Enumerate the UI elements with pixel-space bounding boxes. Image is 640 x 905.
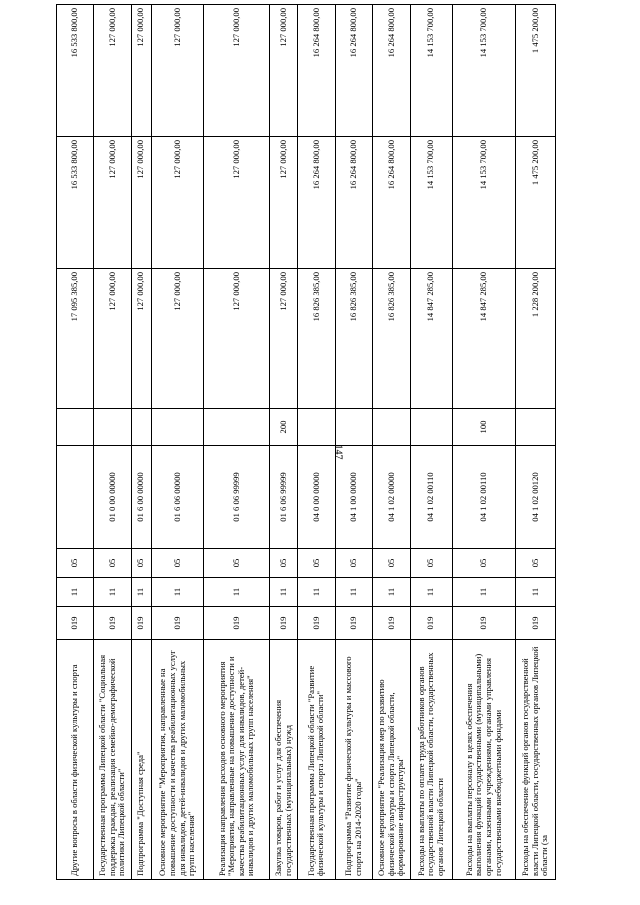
amount-2020: 14 153 700,00 [410,137,452,269]
section-code: 11 [410,578,452,607]
amount-2019: 127 000,00 [151,269,204,409]
amount-2021: 16 264 800,00 [373,5,410,137]
rotated-page-content [56,5,556,880]
row-name: Основное мероприятие "Реализация мер по развитию физической культуры и спорта Липецкой области, формирование инфраструктуры" [373,640,410,880]
row-name: Государственная программа Липецкой области "Социальная поддержка граждан, реализация семейно-демографической политики Липецкой области" [94,640,131,880]
target-article-code: 04 1 00 00000 [335,446,372,549]
subsection-code: 05 [410,549,452,578]
amount-2020: 127 000,00 [94,137,131,269]
subsection-code: 05 [298,549,335,578]
amount-2020: 16 533 800,00 [57,137,94,269]
amount-2020: 127 000,00 [131,137,151,269]
amount-2020: 127 000,00 [204,137,270,269]
table-row [298,5,335,880]
target-article-code: 04 0 00 00000 [298,446,335,549]
amount-2021: 1 475 200,00 [516,5,556,137]
target-article-code: 04 1 02 00110 [452,446,515,549]
amount-2021: 127 000,00 [204,5,270,137]
row-name: Закупка товаров, работ и услуг для обеспечения государственных (муниципальных) нужд [270,640,298,880]
amount-2020: 127 000,00 [151,137,204,269]
expense-type-code [204,409,270,446]
table-row [204,5,270,880]
amount-2019: 14 847 285,00 [452,269,515,409]
ministry-code: 019 [270,607,298,640]
table-row [57,5,94,880]
subsection-code: 05 [373,549,410,578]
target-article-code: 01 6 06 99999 [270,446,298,549]
target-article-code: 01 6 00 00000 [131,446,151,549]
expense-type-code [131,409,151,446]
subsection-code: 05 [204,549,270,578]
ministry-code: 019 [57,607,94,640]
section-code: 11 [131,578,151,607]
amount-2020: 16 264 800,00 [335,137,372,269]
amount-2021: 14 153 700,00 [452,5,515,137]
amount-2019: 127 000,00 [131,269,151,409]
table-row [516,5,556,880]
amount-2021: 16 264 800,00 [335,5,372,137]
table-row [373,5,410,880]
section-code: 11 [373,578,410,607]
amount-2019: 127 000,00 [94,269,131,409]
amount-2019: 14 847 285,00 [410,269,452,409]
subsection-code: 05 [151,549,204,578]
ministry-code: 019 [335,607,372,640]
amount-2021: 14 153 700,00 [410,5,452,137]
expense-type-code [516,409,556,446]
amount-2021: 16 264 800,00 [298,5,335,137]
target-article-code: 04 1 02 00120 [516,446,556,549]
row-name: Другие вопросы в области физической культуры и спорта [57,640,94,880]
amount-2021: 16 533 800,00 [57,5,94,137]
table-body [57,5,556,880]
table-row [270,5,298,880]
row-name: Расходы на обеспечение функций органов государственной власти Липецкой области, государственных органов Липецкой области (за [516,640,556,880]
section-code: 11 [452,578,515,607]
amount-2020: 14 153 700,00 [452,137,515,269]
target-article-code: 01 6 06 00000 [151,446,204,549]
row-name: Основное мероприятие "Мероприятия, направленные на повышение доступности и качества реабилитационных услуг для инвалидов, детей-инвалидов и других маломобильных групп населения" [151,640,204,880]
expense-type-code [410,409,452,446]
section-code: 11 [57,578,94,607]
budget-table [56,4,556,880]
target-article-code [57,446,94,549]
amount-2019: 16 826 385,00 [373,269,410,409]
amount-2019: 1 228 200,00 [516,269,556,409]
target-article-code: 01 6 06 99999 [204,446,270,549]
subsection-code: 05 [94,549,131,578]
table-row [452,5,515,880]
ministry-code: 019 [94,607,131,640]
row-name: Подпрограмма "Доступная среда" [131,640,151,880]
table-row [410,5,452,880]
expense-type-code [335,409,372,446]
section-code: 11 [298,578,335,607]
amount-2019: 127 000,00 [270,269,298,409]
ministry-code: 019 [410,607,452,640]
table-row [151,5,204,880]
section-code: 11 [204,578,270,607]
ministry-code: 019 [131,607,151,640]
section-code: 11 [335,578,372,607]
row-name: Расходы на выплаты персоналу в целях обеспечения выполнения функций государственными (муниципальными) органами, казенными учреждениями, органами управления государственными внебюджетными фондами [452,640,515,880]
subsection-code: 05 [57,549,94,578]
subsection-code: 05 [516,549,556,578]
subsection-code: 05 [452,549,515,578]
section-code: 11 [94,578,131,607]
section-code: 11 [270,578,298,607]
target-article-code: 04 1 02 00000 [373,446,410,549]
row-name: Реализация направления расходов основного мероприятия "Мероприятия, направленные на повышение доступности и качества реабилитационных услуг для инвалидов, детей-инвалидов и других маломобильных групп населения" [204,640,270,880]
table-row [131,5,151,880]
amount-2021: 127 000,00 [270,5,298,137]
subsection-code: 05 [270,549,298,578]
subsection-code: 05 [131,549,151,578]
expense-type-code [57,409,94,446]
amount-2019: 127 000,00 [204,269,270,409]
row-name: Государственная программа Липецкой области "Развитие физической культуры и спорта Липецкой области" [298,640,335,880]
ministry-code: 019 [373,607,410,640]
amount-2019: 16 826 385,00 [298,269,335,409]
table-row [94,5,131,880]
table-row [335,5,372,880]
amount-2021: 127 000,00 [131,5,151,137]
amount-2020: 16 264 800,00 [298,137,335,269]
expense-type-code: 200 [270,409,298,446]
section-code: 11 [151,578,204,607]
subsection-code: 05 [335,549,372,578]
target-article-code: 01 0 00 00000 [94,446,131,549]
page-number: 147 [332,444,344,460]
expense-type-code [373,409,410,446]
expense-type-code: 100 [452,409,515,446]
amount-2021: 127 000,00 [151,5,204,137]
amount-2019: 17 095 385,00 [57,269,94,409]
row-name: Подпрограмма "Развитие физической культуры и массового спорта на 2014-2020 годы" [335,640,372,880]
amount-2020: 16 264 800,00 [373,137,410,269]
ministry-code: 019 [204,607,270,640]
ministry-code: 019 [516,607,556,640]
section-code: 11 [516,578,556,607]
amount-2019: 16 826 385,00 [335,269,372,409]
expense-type-code [151,409,204,446]
row-name: Расходы на выплаты по оплате труда работников органов государственной власти Липецкой области, государственных органов Липецкой области [410,640,452,880]
amount-2021: 127 000,00 [94,5,131,137]
expense-type-code [94,409,131,446]
expense-type-code [298,409,335,446]
ministry-code: 019 [452,607,515,640]
ministry-code: 019 [151,607,204,640]
amount-2020: 1 475 200,00 [516,137,556,269]
ministry-code: 019 [298,607,335,640]
target-article-code: 04 1 02 00110 [410,446,452,549]
amount-2020: 127 000,00 [270,137,298,269]
